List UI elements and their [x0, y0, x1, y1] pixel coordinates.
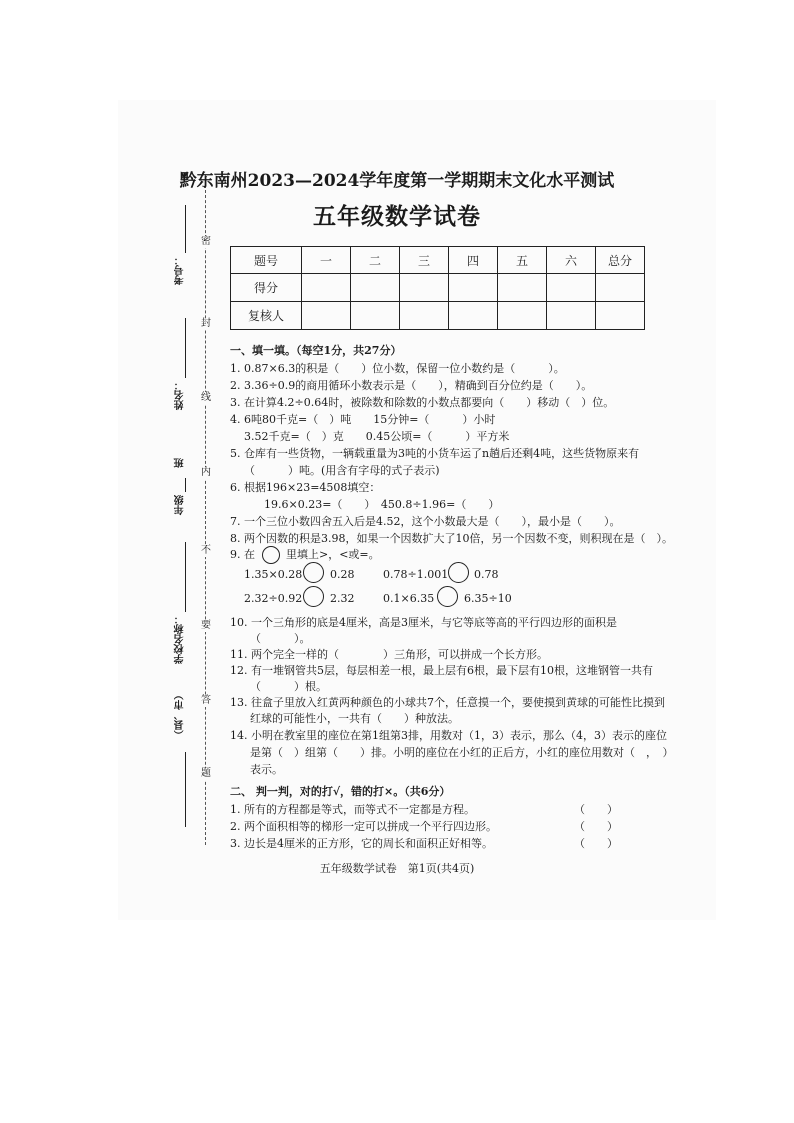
binding-mark: 内	[201, 467, 211, 478]
binding-mark: 答	[201, 695, 211, 706]
question-5: 5. 仓库有一些货物，一辆载重量为3吨的小货车运了n趟后还剩4吨，这些货物原来有	[230, 447, 640, 460]
question-13-cont: 红球的可能性小，一共有（ ）种放法。	[250, 712, 459, 725]
compare-left: 1.35×0.28	[244, 568, 303, 581]
score-cell[interactable]	[547, 302, 596, 330]
score-cell[interactable]	[547, 274, 596, 302]
table-header-cell: 一	[302, 247, 351, 274]
binding-mark: 密	[201, 236, 211, 247]
grade-label: 年级	[175, 495, 186, 515]
judge-answer-blank[interactable]: （ ）	[574, 837, 618, 850]
class-label: 班	[175, 458, 186, 468]
compare-right: 6.35÷10	[464, 592, 512, 605]
school-label: 学校名称：	[175, 614, 186, 664]
score-cell[interactable]	[498, 274, 547, 302]
question-4: 4. 6吨80千克=（ ）吨 15分钟=（ ）小时	[230, 413, 496, 426]
table-row	[231, 302, 645, 330]
question-5-cont: （ ）吨。(用含有字母的式子表示)	[244, 464, 440, 477]
compare-right: 0.78	[474, 568, 499, 581]
judge-item: 2. 两个面积相等的梯形一定可以拼成一个平行四边形。	[230, 820, 497, 833]
judge-answer-blank[interactable]: （ ）	[574, 803, 618, 816]
table-header-cell: 五	[498, 247, 547, 274]
table-header-cell: 六	[547, 247, 596, 274]
question-6: 6. 根据196×23=4508填空：	[230, 481, 381, 494]
table-header-cell: 四	[449, 247, 498, 274]
question-7: 7. 一个三位小数四舍五入后是4.52，这个小数最大是（ ），最小是（ ）。	[230, 515, 621, 528]
question-4-cont: 3.52千克=（ ）克 0.45公顷=（ ）平方米	[244, 430, 510, 443]
school-line	[185, 542, 186, 612]
question-11: 11. 两个完全一样的（ ）三角形，可以拼成一个长方形。	[230, 648, 548, 661]
question-12: 12. 有一堆钢管共5层，每层相差一根，最上层有6根，最下层有10根，这堆钢管一共有	[230, 664, 653, 677]
compare-circle-blank[interactable]	[303, 586, 324, 607]
table-header-cell: 二	[351, 247, 400, 274]
question-2: 2. 3.36÷0.9的商用循环小数表示是（ ），精确到百分位约是（ ）。	[230, 379, 593, 392]
question-10: 10. 一个三角形的底是4厘米，高是3厘米，与它等底等高的平行四边形的面积是	[230, 616, 617, 629]
compare-circle-blank[interactable]	[303, 562, 324, 583]
binding-mark: 不	[201, 545, 211, 556]
county-label: （县、市）	[175, 690, 186, 740]
binding-mark: 线	[201, 392, 211, 403]
question-13: 13. 往盒子里放入红黄两种颜色的小球共7个，任意摸一个，要使摸到黄球的可能性比摸到	[230, 696, 665, 709]
binding-mark: 要	[201, 620, 211, 631]
county-line	[185, 752, 186, 827]
name-line	[185, 318, 186, 378]
compare-circle-icon	[262, 546, 280, 564]
compare-left: 2.32÷0.92	[244, 592, 303, 605]
score-cell[interactable]	[449, 302, 498, 330]
question-3: 3. 在计算4.2÷0.64时，被除数和除数的小数点都要向（ ）移动（ ）位。	[230, 396, 615, 409]
table-header-cell: 三	[400, 247, 449, 274]
exam-title: 黔东南州2023—2024学年度第一学期期末文化水平测试	[179, 171, 615, 191]
question-8: 8. 两个因数的积是3.98，如果一个因数扩大了10倍，另一个因数不变，则积现在是（ ）。	[230, 532, 673, 545]
question-14: 14. 小明在教室里的座位在第1组第3排，用数对（1，3）表示，那么（4，3）表示的座位	[230, 729, 667, 742]
score-cell[interactable]	[302, 274, 351, 302]
question-9-pre: 9. 在	[230, 548, 255, 561]
table-row	[231, 247, 645, 274]
score-cell[interactable]	[498, 302, 547, 330]
score-cell[interactable]	[596, 274, 645, 302]
score-cell[interactable]	[449, 274, 498, 302]
class-line	[185, 478, 186, 492]
row-label: 复核人	[231, 302, 302, 330]
binding-mark: 封	[201, 318, 211, 329]
compare-right: 0.28	[330, 568, 355, 581]
table-row	[231, 274, 645, 302]
exam-number-label: 考号：	[175, 255, 186, 285]
section1-title: 一、填一填。（每空1分，共27分）	[230, 344, 402, 357]
binding-mark: 题	[201, 768, 211, 779]
score-cell[interactable]	[596, 302, 645, 330]
score-cell[interactable]	[400, 302, 449, 330]
page-footer: 五年级数学试卷 第1页(共4页)	[319, 862, 475, 875]
row-label: 得分	[231, 274, 302, 302]
name-label: 姓名：	[175, 380, 186, 410]
binding-dashed-line	[205, 175, 206, 845]
compare-circle-blank[interactable]	[437, 586, 458, 607]
question-12-cont: （ ）根。	[250, 680, 327, 693]
judge-item: 1. 所有的方程都是等式，而等式不一定都是方程。	[230, 803, 475, 816]
judge-item: 3. 边长是4厘米的正方形，它的周长和面积正好相等。	[230, 837, 493, 850]
exam-subtitle: 五年级数学试卷	[313, 203, 481, 230]
section2-title: 二、 判一判，对的打√，错的打×。（共6分）	[230, 785, 451, 798]
question-9-post: 里填上>，<或=。	[286, 548, 380, 561]
table-header-cell: 总分	[596, 247, 645, 274]
table-header-cell: 题号	[231, 247, 302, 274]
question-14-cont2: 表示。	[250, 763, 283, 776]
question-1: 1. 0.87×6.3的积是（ ）位小数，保留一位小数约是（ ）。	[230, 362, 565, 375]
compare-right: 2.32	[330, 592, 355, 605]
score-cell[interactable]	[351, 302, 400, 330]
question-6-cont: 19.6×0.23=（ ） 450.8÷1.96=（ ）	[264, 498, 500, 511]
compare-circle-blank[interactable]	[448, 562, 469, 583]
question-14-cont: 是第（ ）组第（ ）排。小明的座位在小红的正后方，小红的座位用数对（ ， ）	[250, 746, 674, 759]
compare-left: 0.1×6.35	[383, 592, 435, 605]
score-table	[230, 246, 645, 330]
score-cell[interactable]	[400, 274, 449, 302]
score-cell[interactable]	[302, 302, 351, 330]
compare-left: 0.78÷1.001	[383, 568, 449, 581]
judge-answer-blank[interactable]: （ ）	[574, 820, 618, 833]
question-9	[230, 546, 380, 564]
score-cell[interactable]	[351, 274, 400, 302]
question-10-cont: （ ）。	[250, 632, 311, 645]
